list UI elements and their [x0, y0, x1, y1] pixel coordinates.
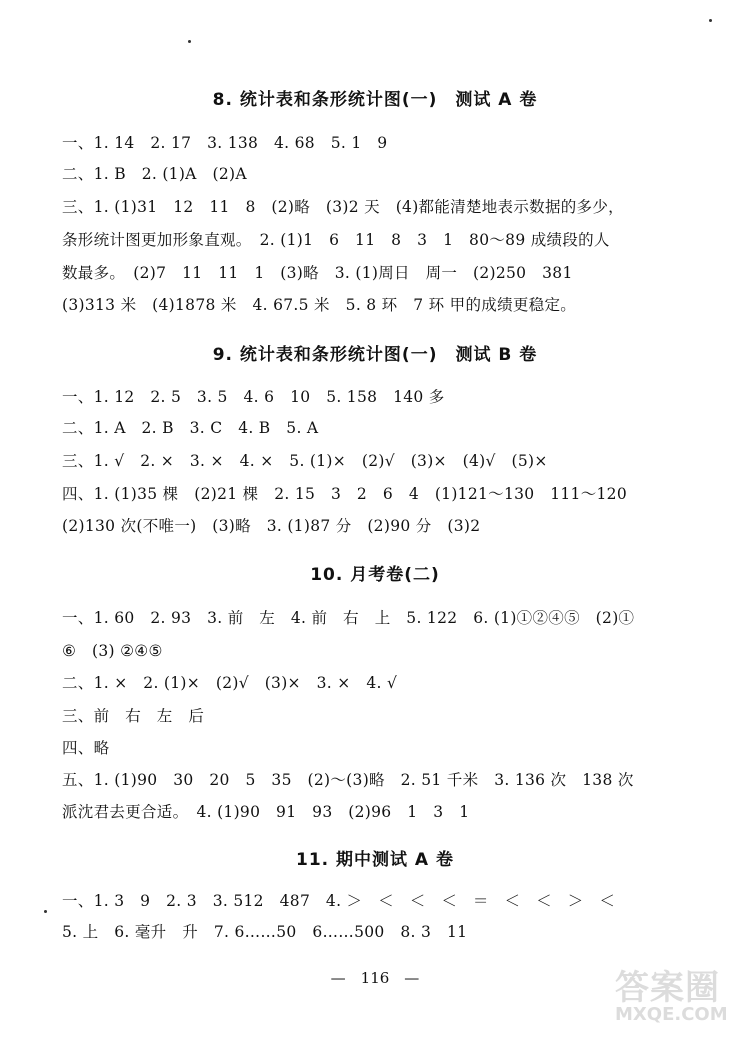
- section-title-11: 11. 期中测试 A 卷: [295, 850, 455, 870]
- answer-line: 一、1. 14 2. 17 3. 138 4. 68 5. 1 9: [62, 134, 388, 152]
- answer-line: 一、1. 12 2. 5 3. 5 4. 6 10 5. 158 140 多: [62, 388, 445, 406]
- answer-line: 二、1. × 2. (1)× (2)√ (3)× 3. × 4. √: [62, 674, 398, 692]
- page-number: — 116 —: [330, 969, 420, 987]
- section-title-10: 10. 月考卷(二): [310, 565, 440, 585]
- answer-line: 三、1. (1)31 12 11 8 (2)略 (3)2 天 (4)都能清楚地表示数据的多少，: [62, 198, 624, 216]
- answer-line: 数最多。 (2)7 11 11 1 (3)略 3. (1)周日 周一 (2)250 381: [62, 264, 573, 282]
- answer-line: 四、1. (1)35 棵 (2)21 棵 2. 15 3 2 6 4 (1)121～130 111～120: [62, 485, 628, 503]
- scan-speck: [188, 40, 191, 43]
- answer-line: 5. 上 6. 毫升 升 7. 6……50 6……500 8. 3 11: [62, 923, 468, 941]
- answer-line: 四、略: [62, 739, 110, 757]
- answer-line: (2)130 次(不唯一) (3)略 3. (1)87 分 (2)90 分 (3)2: [62, 517, 481, 535]
- watermark-logo: 答案圈: [615, 968, 720, 1008]
- answer-line: 二、1. A 2. B 3. C 4. B 5. A: [62, 419, 319, 437]
- answer-line: 条形统计图更加形象直观。 2. (1)1 6 11 8 3 1 80～89 成绩段的人: [62, 231, 610, 249]
- answer-line: 一、1. 60 2. 93 3. 前 左 4. 前 右 上 5. 122 6. (1)①②④⑤ (2)①: [62, 609, 635, 627]
- section-title-9: 9. 统计表和条形统计图(一) 测试 B 卷: [212, 345, 538, 365]
- watermark-site: MXQE.COM: [615, 1004, 728, 1025]
- answer-line: ⑥ (3) ②④⑤: [62, 642, 163, 660]
- site-watermark: [615, 960, 745, 1030]
- scan-speck: [709, 19, 712, 22]
- answer-line: (3)313 米 (4)1878 米 4. 67.5 米 5. 8 环 7 环 甲的成绩更稳定。: [62, 296, 577, 314]
- answer-line: 二、1. B 2. (1)A (2)A: [62, 165, 247, 183]
- answer-line: 五、1. (1)90 30 20 5 35 (2)～(3)略 2. 51 千米 3. 136 次 138 次: [62, 771, 634, 789]
- scan-speck: [44, 910, 47, 913]
- answer-line: 三、1. √ 2. × 3. × 4. × 5. (1)× (2)√ (3)× (4)√ (5)×: [62, 452, 548, 470]
- answer-line: 派沈君去更合适。 4. (1)90 91 93 (2)96 1 3 1: [62, 803, 470, 821]
- answer-line: 三、前 右 左 后: [62, 707, 205, 725]
- answer-line: 一、1. 3 9 2. 3 3. 512 487 4. ＞ ＜ ＜ ＜ ＝ ＜ ＜ ＞ ＜: [62, 892, 616, 910]
- section-title-8: 8. 统计表和条形统计图(一) 测试 A 卷: [212, 90, 538, 110]
